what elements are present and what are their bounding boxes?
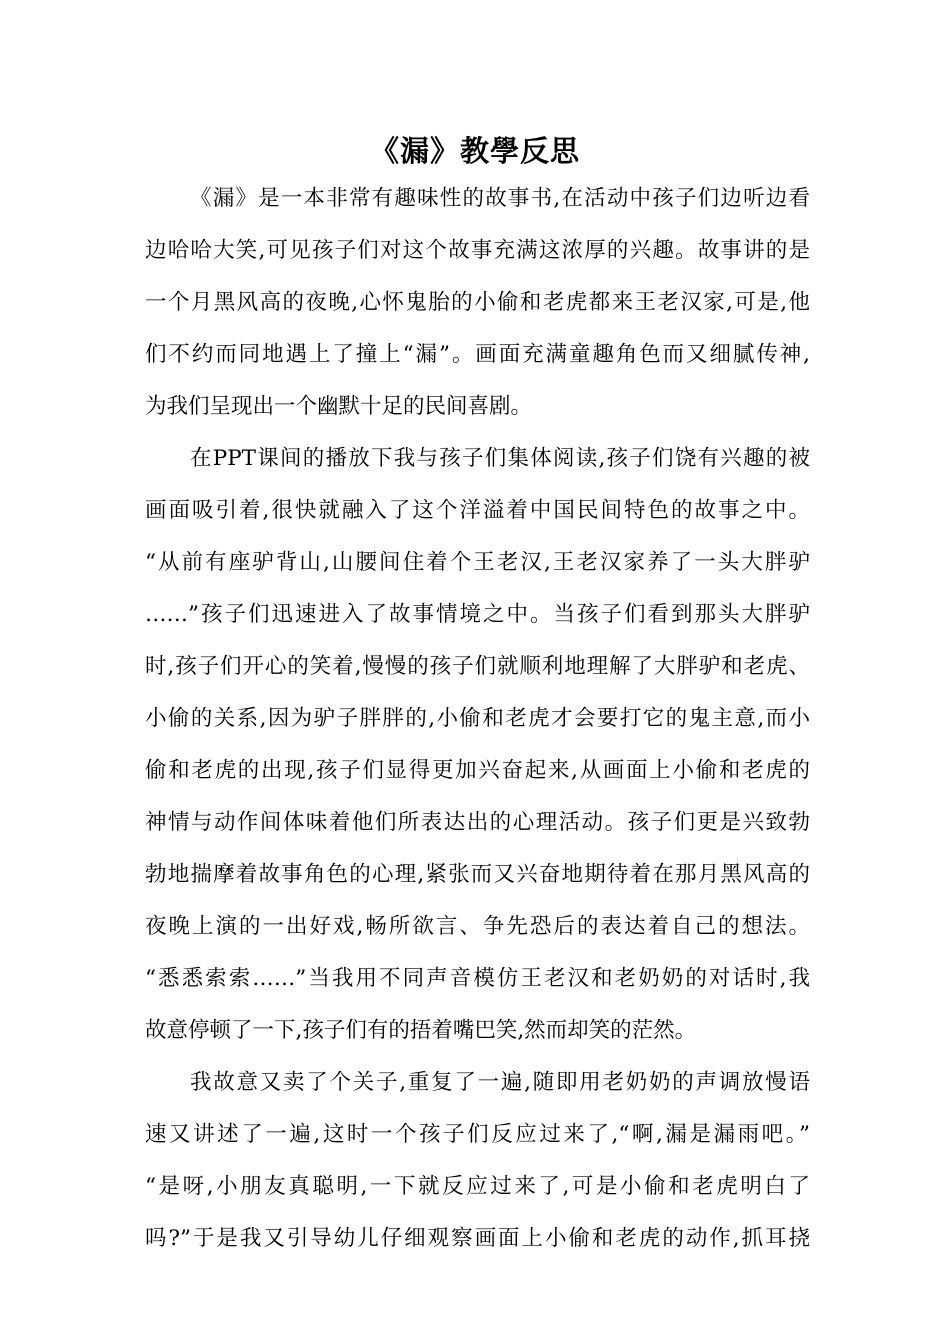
text-line: 偷和老虎的出现,孩子们显得更加兴奋起来,从画面上小偷和老虎的	[145, 758, 810, 783]
text-line: 小偷的关系,因为驴子胖胖的,小偷和老虎才会要打它的鬼主意,而小	[145, 706, 810, 731]
text-line: 速又讲述了一遍,这时一个孩子们反应过来了,“啊,漏是漏雨吧。”	[145, 1122, 810, 1147]
document-title: 《漏》教學反思	[369, 134, 580, 168]
text-line: 边哈哈大笑,可见孩子们对这个故事充满这浓厚的兴趣。故事讲的是	[145, 238, 810, 263]
text-line: 画面吸引着,很快就融入了这个洋溢着中国民间特色的故事之中。	[145, 498, 810, 523]
text-line: 神情与动作间体味着他们所表达出的心理活动。孩子们更是兴致勃	[145, 810, 810, 835]
text-line: 在PPT课间的播放下我与孩子们集体阅读,孩子们饶有兴趣的被	[190, 446, 810, 471]
text-line: 故意停顿了一下,孩子们有的捂着嘴巴笑,然而却笑的茫然。	[145, 1018, 697, 1043]
text-line: 一个月黑风高的夜晚,心怀鬼胎的小偷和老虎都来王老汉家,可是,他	[145, 290, 810, 315]
text-line: “从前有座驴背山,山腰间住着个王老汉,王老汉家养了一头大胖驴	[145, 550, 810, 575]
text-line: “悉悉索索……”当我用不同声音模仿王老汉和老奶奶的对话时,我	[145, 966, 810, 991]
text-line: 夜晚上演的一出好戏,畅所欲言、争先恐后的表达着自己的想法。	[145, 914, 810, 939]
text-line: 吗?”于是我又引导幼儿仔细观察画面上小偷和老虎的动作,抓耳挠	[145, 1226, 810, 1251]
text-line: ……”孩子们迅速进入了故事情境之中。当孩子们看到那头大胖驴	[145, 602, 810, 627]
text-line: 为我们呈现出一个幽默十足的民间喜剧。	[145, 394, 533, 419]
text-line: 时,孩子们开心的笑着,慢慢的孩子们就顺利地理解了大胖驴和老虎、	[145, 654, 810, 679]
text-line: 勃地揣摩着故事角色的心理,紧张而又兴奋地期待着在那月黑风高的	[145, 862, 810, 887]
text-line: 们不约而同地遇上了撞上“漏”。画面充满童趣角色而又细腻传神,	[145, 342, 810, 367]
text-line: “是呀,小朋友真聪明,一下就反应过来了,可是小偷和老虎明白了	[145, 1174, 810, 1199]
text-line: 《漏》是一本非常有趣味性的故事书,在活动中孩子们边听边看	[190, 186, 810, 211]
text-line: 我故意又卖了个关子,重复了一遍,随即用老奶奶的声调放慢语	[190, 1070, 810, 1095]
